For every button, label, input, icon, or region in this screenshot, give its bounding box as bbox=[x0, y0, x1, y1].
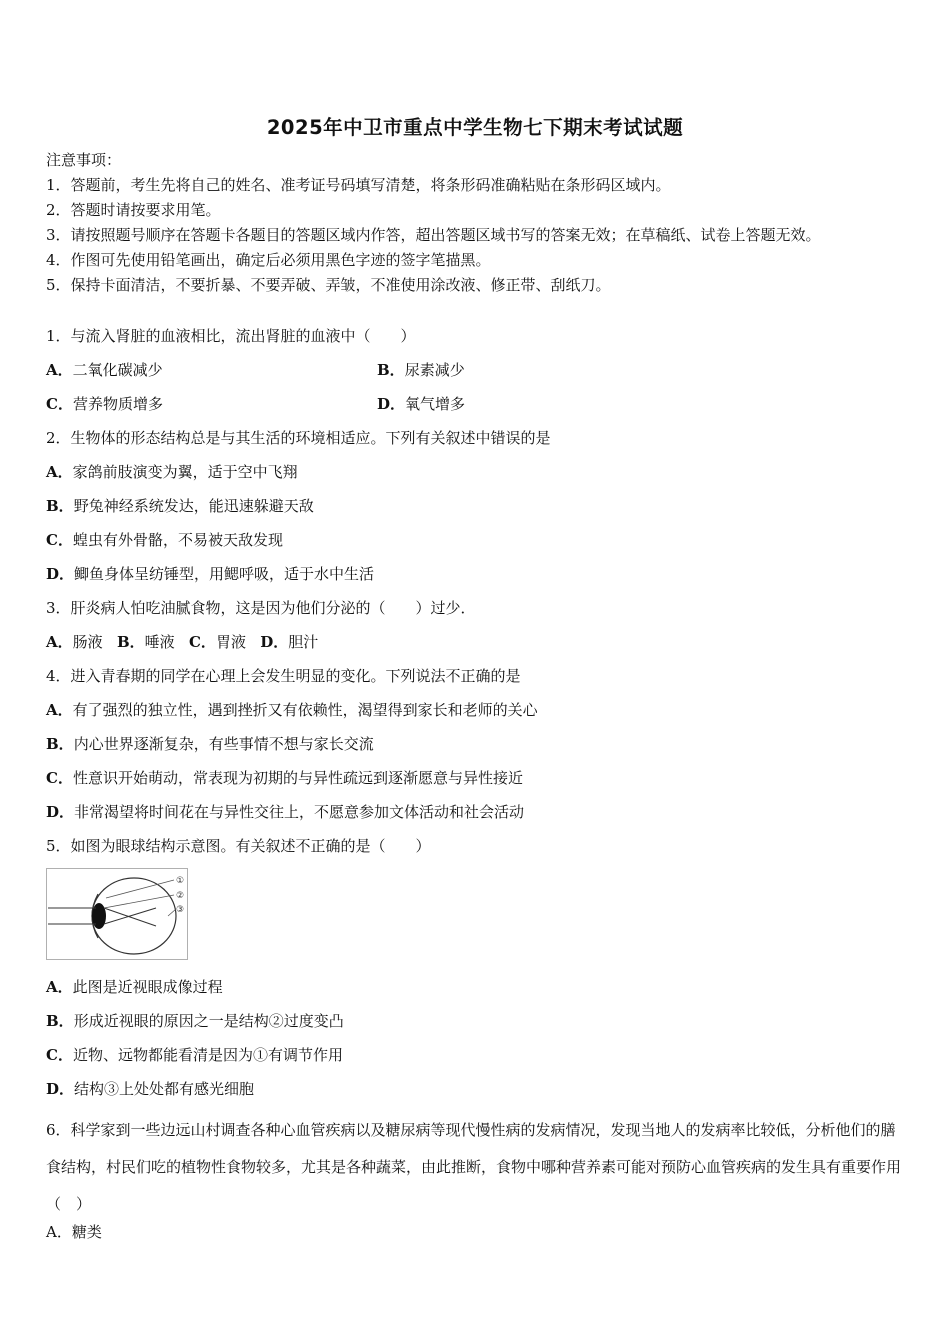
question-5-option bbox=[46, 977, 926, 997]
option-label: A． bbox=[46, 1223, 72, 1241]
option-text: 非常渴望将时间花在与异性交往上，不愿意参加文体活动和社会活动 bbox=[74, 803, 525, 821]
option-text: 结构③上处处都有感光细胞 bbox=[74, 1080, 255, 1098]
option-label: B． bbox=[116, 633, 145, 651]
figure-label-2: ② bbox=[176, 891, 185, 901]
question-5-option bbox=[46, 1079, 926, 1099]
notice-item: 3．请按照题号顺序在答题卡各题目的答题区域内作答，超出答题区域书写的答案无效；在草稿纸、试卷上答题无效。 bbox=[46, 226, 821, 244]
question-4-option bbox=[46, 734, 926, 754]
question-2-option bbox=[46, 496, 926, 516]
question-4-option bbox=[46, 802, 926, 822]
option-text: 糖类 bbox=[71, 1223, 102, 1241]
option-label: C． bbox=[46, 395, 73, 413]
option-label: C． bbox=[188, 633, 216, 651]
question-5-option bbox=[46, 1045, 926, 1065]
option-text: 有了强烈的独立性，遇到挫折又有依赖性，渴望得到家长和老师的关心 bbox=[72, 701, 538, 719]
notice-item: 4．作图可先使用铅笔画出，确定后必须用黑色字迹的签字笔描黑。 bbox=[46, 251, 491, 269]
option-label: A． bbox=[46, 361, 73, 379]
option-text: 唾液 bbox=[144, 633, 175, 651]
question-3-stem: 3．肝炎病人怕吃油腻食物，这是因为他们分泌的（ ）过少． bbox=[46, 599, 476, 617]
question-6-option bbox=[46, 1222, 926, 1242]
option-text: 形成近视眼的原因之一是结构②过度变凸 bbox=[73, 1012, 344, 1030]
figure-label-3: ③ bbox=[176, 905, 185, 915]
option-text: 氧气增多 bbox=[405, 395, 466, 413]
question-2-option bbox=[46, 530, 926, 550]
notice-heading: 注意事项： bbox=[46, 151, 122, 169]
option-label: A． bbox=[46, 633, 73, 651]
option-label: C． bbox=[46, 769, 73, 787]
notice-item: 1．答题前，考生先将自己的姓名、准考证号码填写清楚，将条形码准确粘贴在条形码区域内。 bbox=[46, 176, 671, 194]
option-text: 鲫鱼身体呈纺锤型，用鳃呼吸，适于水中生活 bbox=[74, 565, 375, 583]
question-1-options-row-1 bbox=[46, 360, 926, 380]
option-text: 尿素减少 bbox=[404, 361, 465, 379]
question-5-stem: 5．如图为眼球结构示意图。有关叙述不正确的是（ ） bbox=[46, 837, 431, 855]
option-label: A． bbox=[46, 463, 73, 481]
question-3-options bbox=[46, 632, 926, 652]
option-label: A． bbox=[46, 978, 73, 996]
lens-shape bbox=[92, 903, 106, 929]
option-label: C． bbox=[46, 1046, 73, 1064]
option-label: D． bbox=[46, 1080, 75, 1098]
option-text: 家鸽前肢演变为翼，适于空中飞翔 bbox=[72, 463, 298, 481]
option-text: 野兔神经系统发达，能迅速躲避天敌 bbox=[73, 497, 314, 515]
question-5-option bbox=[46, 1011, 926, 1031]
question-2-option bbox=[46, 462, 926, 482]
question-4-option bbox=[46, 700, 926, 720]
option-label: D． bbox=[46, 803, 75, 821]
option-text: 营养物质增多 bbox=[72, 395, 163, 413]
option-text: 内心世界逐渐复杂，有些事情不想与家长交流 bbox=[73, 735, 374, 753]
option-label: D． bbox=[377, 395, 406, 413]
option-label: B． bbox=[46, 497, 74, 515]
option-label: D． bbox=[46, 565, 75, 583]
option-text: 肠液 bbox=[72, 633, 103, 651]
option-label: D． bbox=[260, 633, 289, 651]
page-title: 2025年中卫市重点中学生物七下期末考试试题 bbox=[266, 116, 684, 139]
eyeball-diagram bbox=[46, 868, 188, 960]
option-label: B． bbox=[46, 735, 74, 753]
option-text: 二氧化碳减少 bbox=[72, 361, 163, 379]
option-text: 胆汁 bbox=[288, 633, 319, 651]
option-text: 此图是近视眼成像过程 bbox=[72, 978, 223, 996]
question-2-stem: 2．生物体的形态结构总是与其生活的环境相适应。下列有关叙述中错误的是 bbox=[46, 429, 551, 447]
figure-label-1: ① bbox=[176, 876, 185, 886]
option-label: B． bbox=[377, 361, 405, 379]
notice-item: 2．答题时请按要求用笔。 bbox=[46, 201, 221, 219]
question-4-stem: 4．进入青春期的同学在心理上会发生明显的变化。下列说法不正确的是 bbox=[46, 667, 521, 685]
option-label: A． bbox=[46, 701, 73, 719]
question-2-option bbox=[46, 564, 926, 584]
question-4-option bbox=[46, 768, 926, 788]
question-6-stem: 6．科学家到一些边远山村调查各种心血管疾病以及糖尿病等现代慢性病的发病情况，发现当地人的发病率比较低，分析他们的膳食结构，村民们吃的植物性食物较多，尤其是各种蔬菜，由此推断，食物中哪种营养素可能对预防心血管疾病的发生具有重要作用（ ） bbox=[46, 1121, 902, 1213]
option-text: 胃液 bbox=[215, 633, 246, 651]
option-text: 蝗虫有外骨骼，不易被天敌发现 bbox=[72, 531, 283, 549]
option-text: 性意识开始萌动，常表现为初期的与异性疏远到逐渐愿意与异性接近 bbox=[72, 769, 523, 787]
notice-section bbox=[46, 148, 926, 298]
notice-item: 5．保持卡面清洁，不要折暴、不要弄破、弄皱，不准使用涂改液、修正带、刮纸刀。 bbox=[46, 276, 611, 294]
option-label: B． bbox=[46, 1012, 74, 1030]
question-1-stem: 1．与流入肾脏的血液相比，流出肾脏的血液中（ ） bbox=[46, 327, 416, 345]
question-1-options-row-2 bbox=[46, 394, 926, 414]
option-text: 近物、远物都能看清是因为①有调节作用 bbox=[72, 1046, 343, 1064]
option-label: C． bbox=[46, 531, 73, 549]
